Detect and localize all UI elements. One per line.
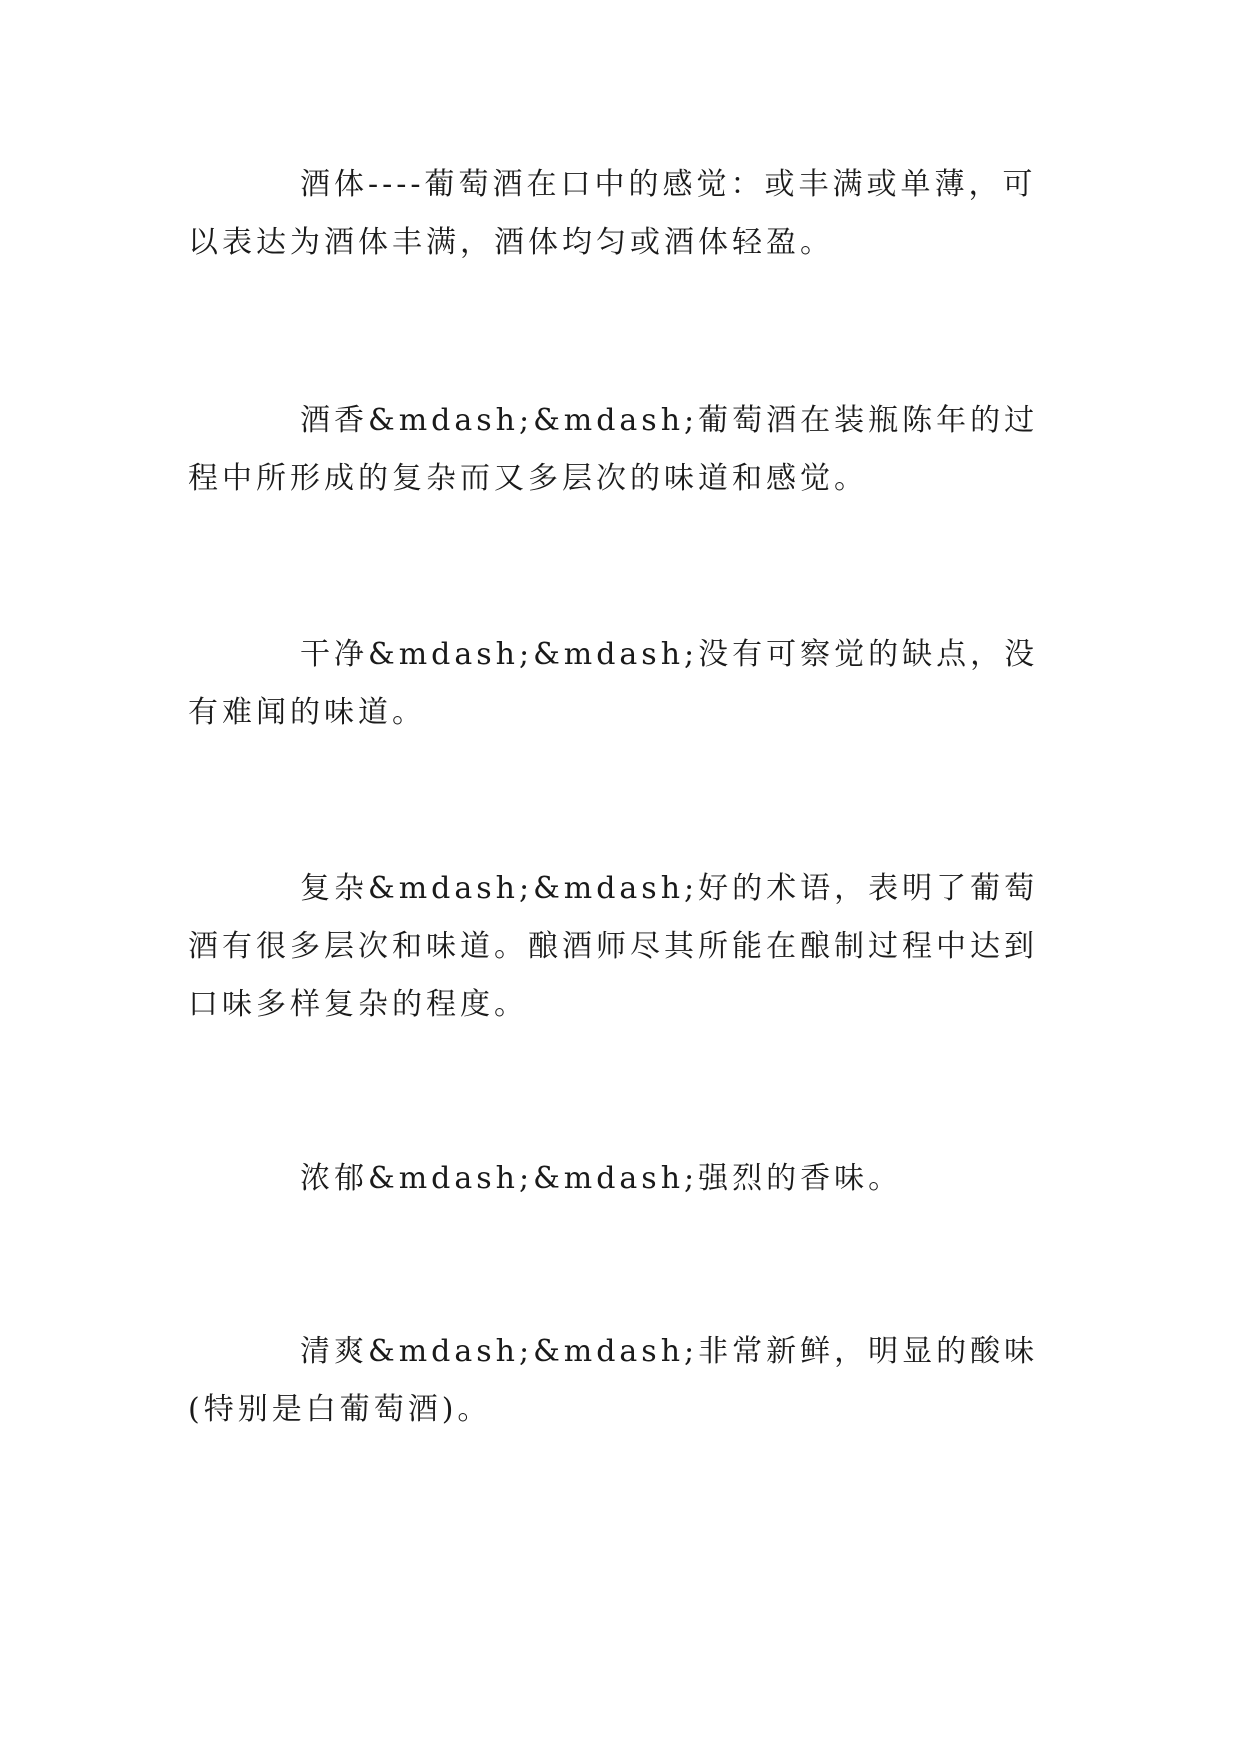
paragraph-crisp: 清爽&mdash;&mdash;非常新鲜，明显的酸味(特别是白葡萄酒)。 xyxy=(188,1334,1039,1427)
paragraph-intense: 浓郁&mdash;&mdash;强烈的香味。 xyxy=(300,1161,903,1196)
paragraph-complex: 复杂&mdash;&mdash;好的术语，表明了葡萄酒有很多层次和味道。酿酒师尽其所能在酿制过程中达到口味多样复杂的程度。 xyxy=(188,871,1039,1022)
paragraph-clean: 干净&mdash;&mdash;没有可察觉的缺点，没有难闻的味道。 xyxy=(188,637,1039,730)
paragraph-bouquet: 酒香&mdash;&mdash;葡萄酒在装瓶陈年的过程中所形成的复杂而又多层次的味道和感觉。 xyxy=(188,403,1039,496)
paragraph-body: 酒体----葡萄酒在口中的感觉：或丰满或单薄，可以表达为酒体丰满，酒体均匀或酒体轻盈。 xyxy=(188,167,1037,260)
